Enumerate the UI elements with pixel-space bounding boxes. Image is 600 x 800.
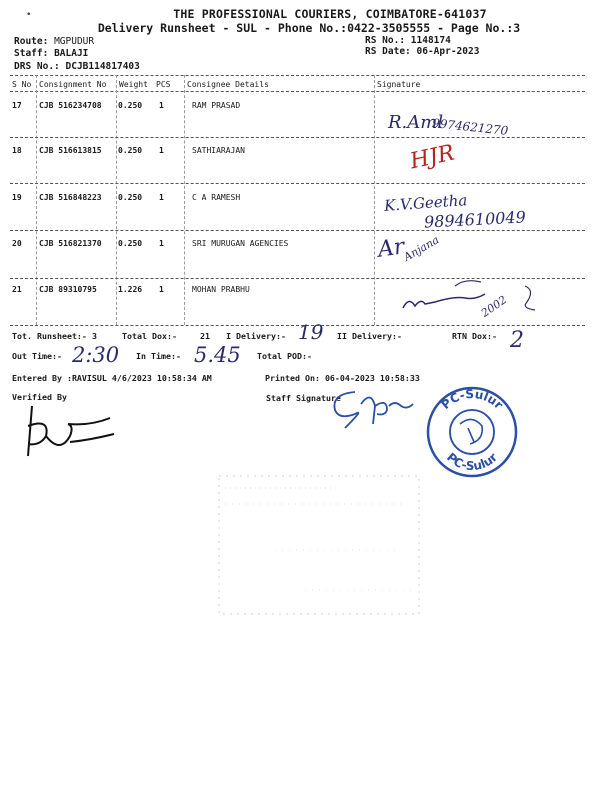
handwritten-phone: 9974621270: [431, 116, 509, 138]
table-row-pcs: 1: [159, 146, 164, 155]
handwritten-name: Anjana: [401, 233, 442, 264]
table-row-sno: 19: [12, 193, 22, 202]
ii-delivery: II Delivery:-: [337, 331, 402, 341]
signature-initials: HJR: [407, 140, 457, 175]
table-row-consignment: CJB 516234708: [39, 101, 102, 110]
row-divider: [10, 230, 585, 231]
total-dox: Total Dox:- 21: [122, 331, 210, 341]
out-time: Out Time:-: [12, 351, 62, 361]
table-row-consignee: SRI MURUGAN AGENCIES: [192, 239, 289, 248]
runsheet-title: Delivery Runsheet - SUL - Phone No.:0422-3505555 - Page No.:3: [97, 21, 521, 35]
table-row-pcs: 1: [159, 193, 164, 202]
company-title: THE PROFESSIONAL COURIERS, COIMBATORE-641037: [173, 7, 487, 21]
table-top-rule: [10, 75, 585, 76]
stamp-text-bottom: PC-Sulur: [443, 450, 501, 474]
office-stamp: [424, 384, 520, 480]
rs-no-line: RS No.: 1148174: [365, 35, 451, 46]
table-row-consignee: RAM PRASAD: [192, 101, 241, 110]
row-divider: [10, 137, 585, 138]
staff-value: BALAJI: [54, 48, 89, 59]
handwritten-name: K.V.Geetha: [383, 191, 468, 215]
table-row-consignment: CJB 89310795: [39, 285, 97, 294]
col-divider: [36, 75, 37, 325]
rtn-dox: RTN Dox:-: [452, 331, 497, 341]
col-divider: [184, 75, 185, 325]
staff-signature: [325, 384, 415, 439]
drs-line: DRS No.: DCJB114817403: [14, 61, 140, 72]
col-divider: [374, 75, 375, 325]
col-header-pcs: PCS: [156, 80, 171, 89]
table-row-weight: 0.250: [118, 101, 143, 110]
table-row-consignment: CJB 516848223: [39, 193, 102, 202]
delivery-signature: [395, 268, 555, 328]
total-pod: Total POD:-: [257, 351, 312, 361]
verifier-signature: [10, 396, 120, 466]
total-runsheet: Tot. Runsheet:- 3: [12, 331, 97, 341]
col-header-weight: Weight: [119, 80, 148, 89]
route-line: Route: MGPUDUR: [14, 36, 95, 47]
col-divider: [116, 75, 117, 325]
table-row-sno: 20: [12, 239, 22, 248]
table-row-consignee: C A RAMESH: [192, 193, 241, 202]
stamp-text-top: PC-Sulur: [438, 386, 506, 412]
table-row-pcs: 1: [159, 239, 164, 248]
table-row-consignee: MOHAN PRABHU: [192, 285, 250, 294]
rtn-dox-value: 2: [510, 328, 524, 353]
table-row-weight: 0.250: [118, 193, 143, 202]
table-row-weight: 0.250: [118, 146, 143, 155]
handwritten-note: 2002: [478, 293, 510, 320]
svg-text:PC-Sulur: [439, 387, 506, 412]
out-time-value: 2:30: [72, 343, 120, 367]
i-delivery-value: 19: [298, 320, 324, 344]
signature-scribble: R.Aml: [388, 112, 444, 133]
drs-value: DCJB114817403: [65, 61, 140, 72]
table-row-weight: 0.250: [118, 239, 143, 248]
col-header-consignment: Consignment No: [39, 80, 107, 89]
table-row-sno: 18: [12, 146, 22, 155]
table-row-consignee: SATHIARAJAN: [192, 146, 245, 155]
staff-signature-label: Staff Signature: [266, 393, 341, 403]
entered-by: Entered By :RAVISUL 4/6/2023 10:58:34 AM: [12, 373, 212, 383]
route-value: MGPUDUR: [54, 36, 95, 47]
col-header-consignee: Consignee Details: [187, 80, 269, 89]
rs-no-value: 1148174: [410, 35, 451, 46]
table-header-rule: [10, 91, 585, 92]
verified-by: Verified By: [12, 392, 67, 402]
table-row-consignment: CJB 516821370: [39, 239, 102, 248]
col-header-sno: S No: [12, 80, 32, 89]
in-time-value: 5.45: [194, 343, 241, 367]
row-divider: [10, 183, 585, 184]
col-header-signature: Signature: [377, 80, 421, 89]
table-row-pcs: 1: [159, 101, 164, 110]
rs-date-line: RS Date: 06-Apr-2023: [365, 46, 480, 57]
in-time: In Time:-: [136, 351, 181, 361]
faded-print-area: [215, 470, 425, 620]
table-row-consignment: CJB 516613815: [39, 146, 102, 155]
table-row-pcs: 1: [159, 285, 164, 294]
table-row-sno: 21: [12, 285, 22, 294]
corner-mark: •: [26, 10, 32, 20]
staff-line: Staff: BALAJI: [14, 48, 89, 59]
table-row-sno: 17: [12, 101, 22, 110]
table-row-weight: 1.226: [118, 285, 143, 294]
i-delivery: I Delivery:-: [226, 331, 286, 341]
signature-scribble: Ar: [376, 234, 407, 263]
handwritten-phone: 9894610049: [423, 207, 527, 232]
rs-date-value: 06-Apr-2023: [416, 46, 480, 57]
printed-on: Printed On: 06-04-2023 10:58:33: [265, 373, 420, 383]
